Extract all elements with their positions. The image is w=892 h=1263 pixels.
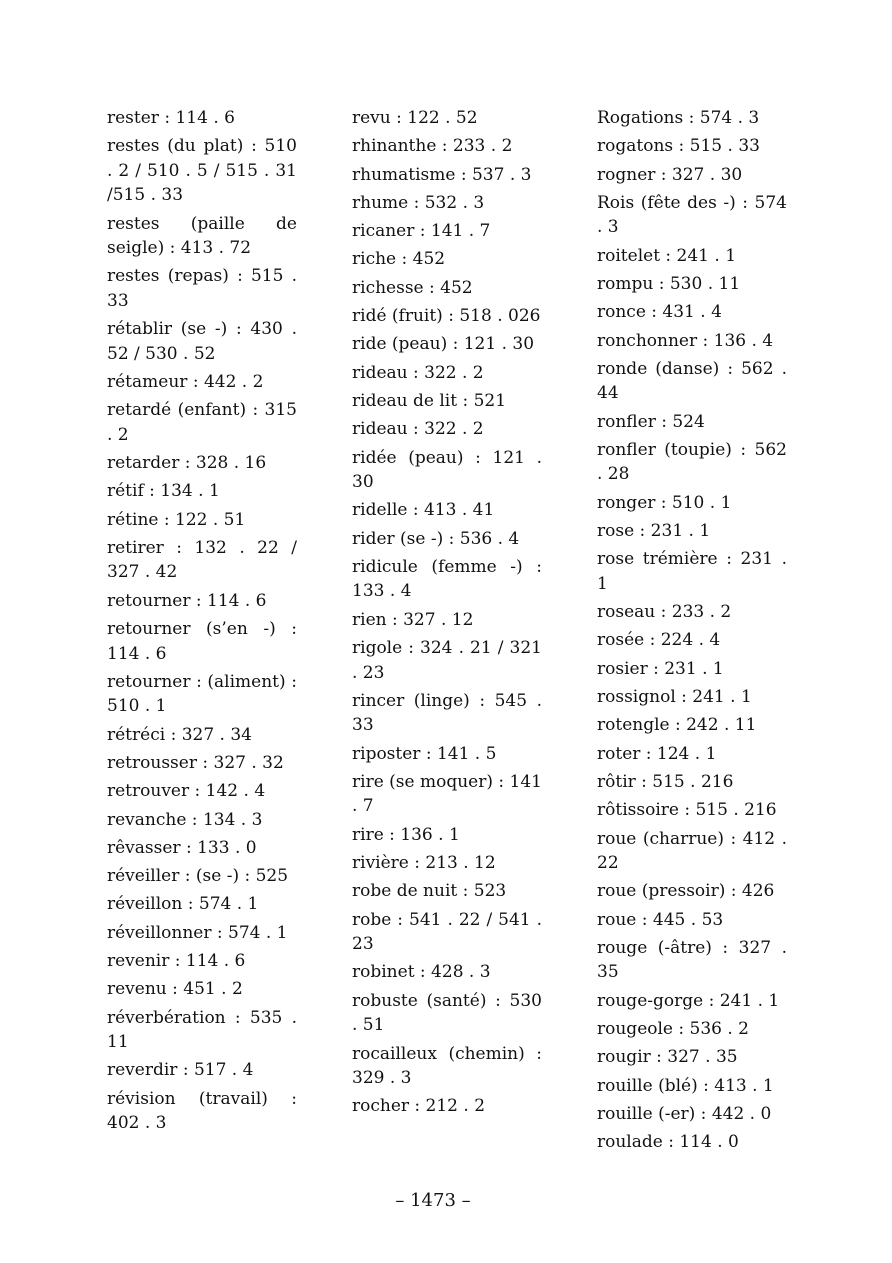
- index-entry: réveillonner : 574 . 1: [107, 922, 288, 943]
- index-entry: richesse : 452: [352, 277, 473, 298]
- index-entry: rester : 114 . 6: [107, 108, 235, 128]
- index-entry: rideau : 322 . 2: [352, 419, 484, 440]
- index-entry: robe : 541 . 22 / 541 . 23: [352, 909, 542, 955]
- index-entry: rouille (-er) : 442 . 0: [597, 1103, 772, 1124]
- index-entry: ronfler : 524: [597, 411, 705, 432]
- page-number: – 1473 –: [395, 1190, 471, 1211]
- index-entry: riche : 452: [352, 249, 446, 270]
- index-entry: retourner : 114 . 6: [107, 590, 267, 611]
- index-entry: rien : 327 . 12: [352, 609, 474, 630]
- index-entry: rose : 231 . 1: [597, 521, 711, 542]
- index-entry: rétine : 122 . 51: [107, 509, 246, 530]
- index-entry: revenu : 451 . 2: [107, 979, 243, 1000]
- index-entry: ronger : 510 . 1: [597, 492, 732, 513]
- index-entry: rossignol : 241 . 1: [597, 687, 752, 708]
- index-entry: roue (charrue) : 412 . 22: [597, 828, 787, 874]
- index-entry: rire (se moquer) : 141 . 7: [352, 771, 542, 817]
- index-entry: restes (du plat) : 510 . 2 / 510 . 5 / 515 . 31 /515 . 33: [107, 136, 297, 206]
- index-entry: rompu : 530 . 11: [597, 273, 741, 294]
- index-entry: rétréci : 327 . 34: [107, 724, 252, 745]
- index-entry: rincer (linge) : 545 . 33: [352, 690, 542, 736]
- index-entry: retourner : (aliment) : 510 . 1: [107, 671, 297, 717]
- index-entry: rhinanthe : 233 . 2: [352, 136, 513, 157]
- index-entry: retrousser : 327 . 32: [107, 752, 284, 773]
- index-entry: revenir : 114 . 6: [107, 951, 246, 972]
- index-entry: rouge (-âtre) : 327 . 35: [597, 937, 787, 983]
- index-entry: rouge-gorge : 241 . 1: [597, 990, 780, 1011]
- index-entry: rideau de lit : 521: [352, 390, 507, 411]
- index-entry: rétameur : 442 . 2: [107, 371, 264, 392]
- index-entry: restes (repas) : 515 . 33: [107, 266, 297, 311]
- index-entry: rivière : 213 . 12: [352, 853, 496, 874]
- index-entry: roue : 445 . 53: [597, 909, 724, 930]
- index-entry: rétif : 134 . 1: [107, 481, 220, 502]
- index-entry: roter : 124 . 1: [597, 743, 717, 764]
- index-entry: retarder : 328 . 16: [107, 453, 267, 474]
- index-entry: rougeole : 536 . 2: [597, 1019, 749, 1040]
- index-entry: revanche : 134 . 3: [107, 809, 263, 830]
- index-entry: robinet : 428 . 3: [352, 962, 491, 983]
- index-entry: rhume : 532 . 3: [352, 192, 485, 213]
- index-entry: Rois (fête des -) : 574 . 3: [597, 192, 787, 238]
- index-entry: réveiller : (se -) : 525: [107, 866, 289, 887]
- index-entry: rire : 136 . 1: [352, 824, 460, 845]
- index-entry: rosée : 224 . 4: [597, 630, 721, 651]
- index-entry: ronde (danse) : 562 . 44: [597, 358, 787, 404]
- index-entry: roue (pressoir) : 426: [597, 881, 775, 902]
- index-entry: rétablir (se -) : 430 . 52 / 530 . 52: [107, 319, 297, 364]
- index-entry: réverbération : 535 . 11: [107, 1007, 297, 1053]
- index-entry: reverdir : 517 . 4: [107, 1060, 254, 1081]
- index-entry: rogatons : 515 . 33: [597, 136, 760, 157]
- index-entry: rôtissoire : 515 . 216: [597, 800, 777, 821]
- index-entry: rosier : 231 . 1: [597, 658, 724, 679]
- index-entry: robuste (santé) : 530 . 51: [352, 990, 542, 1036]
- index-entry: ridicule (femme -) : 133 . 4: [352, 556, 542, 602]
- index-column-3: [597, 106, 787, 1159]
- index-entry: ride (peau) : 121 . 30: [352, 334, 535, 355]
- index-entry: rocher : 212 . 2: [352, 1096, 486, 1117]
- index-entry: rogner : 327 . 30: [597, 164, 743, 185]
- index-column-1: [107, 106, 297, 1159]
- index-entry: rider (se -) : 536 . 4: [352, 528, 520, 549]
- index-entry: roseau : 233 . 2: [597, 602, 732, 623]
- index-entry: ronfler (toupie) : 562 . 28: [597, 439, 787, 485]
- index-entry: robe de nuit : 523: [352, 881, 507, 902]
- index-entry: révision (travail) : 402 . 3: [107, 1088, 297, 1134]
- index-entry: Rogations : 574 . 3: [597, 108, 760, 128]
- index-entry: restes (paille de seigle) : 413 . 72: [107, 213, 297, 259]
- index-entry: rose trémière : 231 . 1: [597, 549, 787, 594]
- index-columns: [107, 106, 791, 1159]
- index-entry: rocailleux (chemin) : 329 . 3: [352, 1043, 542, 1089]
- index-column-2: [352, 106, 542, 1159]
- index-entry: roitelet : 241 . 1: [597, 245, 737, 266]
- index-entry: retrouver : 142 . 4: [107, 781, 266, 802]
- index-entry: rouille (blé) : 413 . 1: [597, 1075, 774, 1096]
- index-entry: ridée (peau) : 121 . 30: [352, 447, 542, 493]
- index-entry: roulade : 114 . 0: [597, 1132, 739, 1153]
- index-entry: ronchonner : 136 . 4: [597, 330, 774, 351]
- index-entry: rideau : 322 . 2: [352, 362, 484, 383]
- index-entry: rôtir : 515 . 216: [597, 771, 734, 792]
- index-entry: ronce : 431 . 4: [597, 302, 722, 323]
- index-entry: rigole : 324 . 21 / 321 . 23: [352, 638, 542, 683]
- index-entry: riposter : 141 . 5: [352, 743, 497, 764]
- index-entry: retardé (enfant) : 315 . 2: [107, 400, 297, 445]
- index-entry: rougir : 327 . 35: [597, 1047, 738, 1068]
- index-entry: retourner (s’en -) : 114 . 6: [107, 619, 297, 664]
- index-entry: réveillon : 574 . 1: [107, 894, 259, 915]
- index-entry: ridelle : 413 . 41: [352, 500, 495, 521]
- index-entry: rêvasser : 133 . 0: [107, 837, 257, 858]
- index-entry: ricaner : 141 . 7: [352, 221, 491, 242]
- index-entry: revu : 122 . 52: [352, 108, 478, 128]
- index-entry: rotengle : 242 . 11: [597, 715, 757, 736]
- index-entry: rhumatisme : 537 . 3: [352, 164, 532, 185]
- index-entry: retirer : 132 . 22 / 327 . 42: [107, 537, 297, 583]
- index-entry: ridé (fruit) : 518 . 026: [352, 306, 541, 327]
